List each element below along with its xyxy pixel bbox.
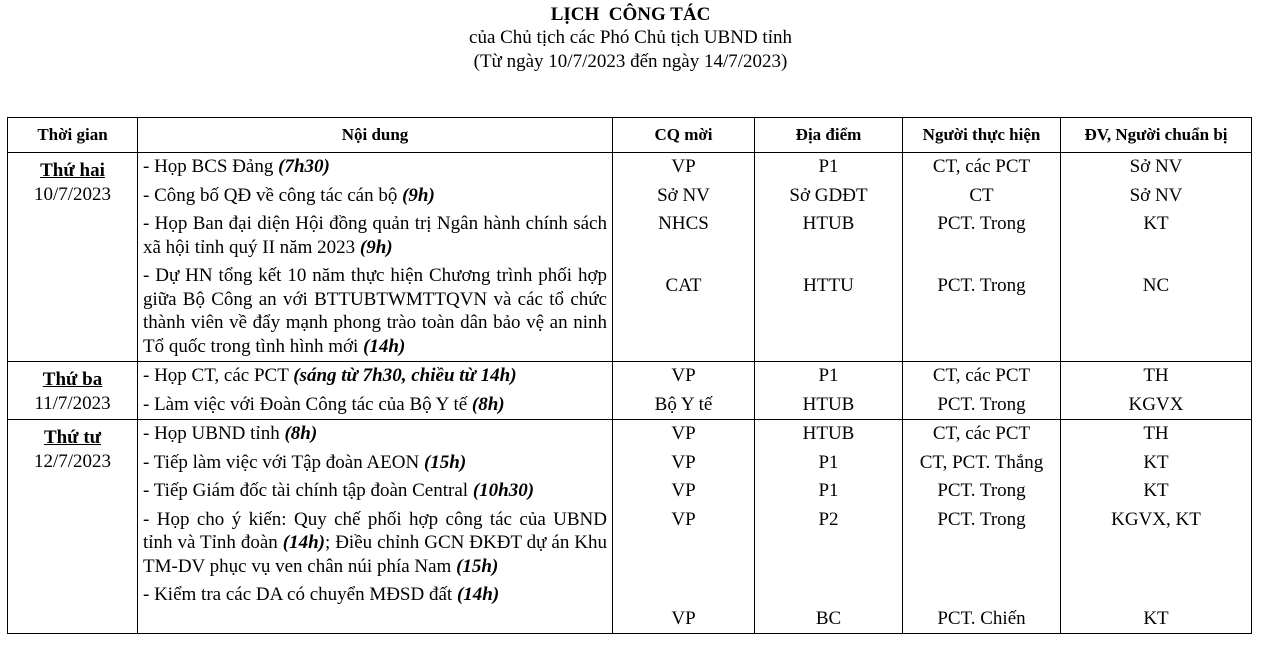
item-location: P1 [818, 365, 839, 386]
item-location: P2 [818, 508, 839, 530]
item-performer: CT, PCT. Thắng [919, 451, 1044, 473]
item-agency: CAT [665, 275, 702, 296]
location-cell [755, 362, 903, 420]
item-preparer: NC [1142, 275, 1170, 296]
item-agency: VP [671, 365, 696, 386]
item-location: P1 [818, 480, 839, 501]
item-performer: PCT. Trong [937, 393, 1026, 415]
day-cell [8, 420, 138, 634]
agency-cell [613, 362, 755, 420]
item-text: - Họp CT, các PCT [143, 365, 294, 386]
list-item [143, 581, 607, 610]
item-agency: VP [671, 607, 696, 629]
item-text: - Họp Ban đại diện Hội đồng quản trị Ngân hành chính sách xã hội tỉnh quý II năm 2023 [143, 213, 607, 258]
item-agency: VP [671, 423, 696, 444]
item-agency: VP [671, 451, 696, 473]
day-name: Thứ ba [42, 369, 103, 390]
item-time: (9h) [359, 236, 393, 258]
item-time: (9h) [402, 184, 435, 206]
table-header-row [8, 118, 1252, 153]
item-location: HTUB [802, 213, 855, 234]
item-time: (15h) [423, 451, 467, 473]
item-text: - Họp cho ý kiến: Quy chế phối hợp công tác của UBND tỉnh và Tỉnh đoàn [143, 508, 607, 553]
item-preparer: KT [1143, 480, 1169, 501]
col-header-time: Thời gian [8, 118, 138, 153]
item-text: - Họp UBND tỉnh [143, 423, 285, 444]
item-performer: PCT. Trong [937, 508, 1026, 530]
item-location: P1 [818, 156, 839, 177]
schedule-table [7, 117, 1252, 634]
day-group-wednesday [8, 420, 1252, 634]
item-agency: VP [671, 508, 696, 530]
list-item [143, 391, 607, 420]
item-location: HTUB [802, 423, 855, 444]
item-agency: NHCS [658, 213, 709, 234]
item-text: ; Điều chỉnh GCN ĐKĐT dự án Khu TM-DV phục vụ ven chân núi phía Nam [143, 532, 608, 577]
item-time: (8h) [284, 423, 318, 444]
item-text: - Họp BCS Đảng [143, 156, 279, 177]
col-header-preparer: ĐV, Người chuẩn bị [1061, 118, 1252, 153]
col-header-content: Nội dung [138, 118, 613, 153]
item-time: (8h) [471, 393, 505, 415]
item-text: - Kiểm tra các DA có chuyển MĐSD đất [143, 584, 457, 605]
performer-cell [903, 362, 1061, 420]
performer-cell [903, 153, 1061, 362]
item-preparer: Sở NV [1129, 156, 1183, 177]
item-time: (14h) [282, 532, 325, 553]
item-performer: PCT. Trong [937, 213, 1026, 234]
list-item [143, 182, 607, 211]
list-item [143, 477, 607, 506]
item-text: - Tiếp Giám đốc tài chính tập đoàn Central [143, 480, 473, 501]
item-performer: PCT. Trong [937, 275, 1026, 296]
date-range: (Từ ngày 10/7/2023 đến ngày 14/7/2023) [473, 51, 788, 72]
day-cell [8, 362, 138, 420]
document-header [0, 0, 1261, 74]
item-performer: PCT. Trong [937, 480, 1026, 501]
item-location: HTTU [803, 275, 854, 296]
item-agency: Bộ Y tế [654, 393, 713, 415]
col-header-performer: Người thực hiện [903, 118, 1061, 153]
content-cell [138, 362, 613, 420]
item-performer: PCT. Chiến [937, 607, 1026, 629]
location-cell [755, 420, 903, 634]
preparer-cell [1061, 420, 1252, 634]
agency-cell [613, 420, 755, 634]
item-location: HTUB [802, 393, 855, 415]
item-location: P1 [818, 451, 839, 473]
content-cell [138, 153, 613, 362]
col-header-inviting-agency: CQ mời [613, 118, 755, 153]
item-performer: CT, các PCT [932, 365, 1031, 386]
schedule-body [8, 153, 1252, 634]
item-agency: VP [671, 156, 696, 177]
list-item [143, 262, 607, 361]
day-cell [8, 153, 138, 362]
list-item [143, 449, 607, 478]
item-performer: CT [969, 184, 994, 206]
day-name: Thứ hai [40, 160, 105, 181]
performer-cell [903, 420, 1061, 634]
list-item [143, 210, 607, 262]
item-location: BC [815, 607, 842, 629]
list-item [143, 153, 607, 182]
day-name: Thứ tư [43, 427, 102, 448]
item-preparer: TH [1143, 365, 1169, 386]
item-agency: Sở NV [657, 184, 710, 206]
item-location: Sở GDĐT [789, 184, 868, 206]
item-time: (15h) [456, 555, 499, 577]
item-time: (14h) [363, 335, 406, 357]
item-preparer: KT [1143, 213, 1169, 234]
item-time: (sáng từ 7h30, chiều từ 14h) [293, 365, 517, 386]
item-agency: VP [671, 480, 696, 501]
list-item [143, 506, 607, 582]
item-preparer: KGVX, KT [1111, 508, 1201, 530]
day-date: 10/7/2023 [33, 183, 112, 205]
item-time: (7h30) [278, 156, 330, 177]
item-text: - Công bố QĐ về công tác cán bộ [143, 184, 403, 206]
day-group-tuesday [8, 362, 1252, 420]
location-cell [755, 153, 903, 362]
item-preparer: Sở NV [1129, 184, 1183, 206]
item-preparer: TH [1143, 423, 1169, 444]
item-performer: CT, các PCT [932, 156, 1031, 177]
document-title: LỊCH CÔNG TÁC [550, 4, 711, 25]
item-text: - Làm việc với Đoàn Công tác của Bộ Y tế [143, 393, 472, 415]
item-preparer: KGVX [1128, 393, 1184, 415]
col-header-location: Địa điểm [755, 118, 903, 153]
list-item [143, 420, 607, 449]
item-time: (10h30) [472, 480, 535, 501]
list-item [143, 362, 607, 391]
preparer-cell [1061, 362, 1252, 420]
day-date: 11/7/2023 [34, 392, 111, 414]
agency-cell [613, 153, 755, 362]
item-performer: CT, các PCT [932, 423, 1031, 444]
item-text: - Tiếp làm việc với Tập đoàn AEON [143, 451, 424, 473]
document-subtitle: của Chủ tịch các Phó Chủ tịch UBND tỉnh [469, 27, 792, 48]
preparer-cell [1061, 153, 1252, 362]
item-preparer: KT [1143, 607, 1169, 629]
day-group-monday [8, 153, 1252, 362]
item-text: - Dự HN tổng kết 10 năm thực hiện Chương trình phối hợp giữa Bộ Công an với BTTUBTWMTTQVN và các tổ chức thành viên về đẩy mạnh phong trào toàn dân bảo vệ an ninh Tổ quốc trong tình hình mới [143, 265, 607, 357]
item-time: (14h) [456, 584, 500, 605]
content-cell [138, 420, 613, 634]
day-date: 12/7/2023 [33, 450, 112, 472]
item-preparer: KT [1143, 451, 1169, 473]
